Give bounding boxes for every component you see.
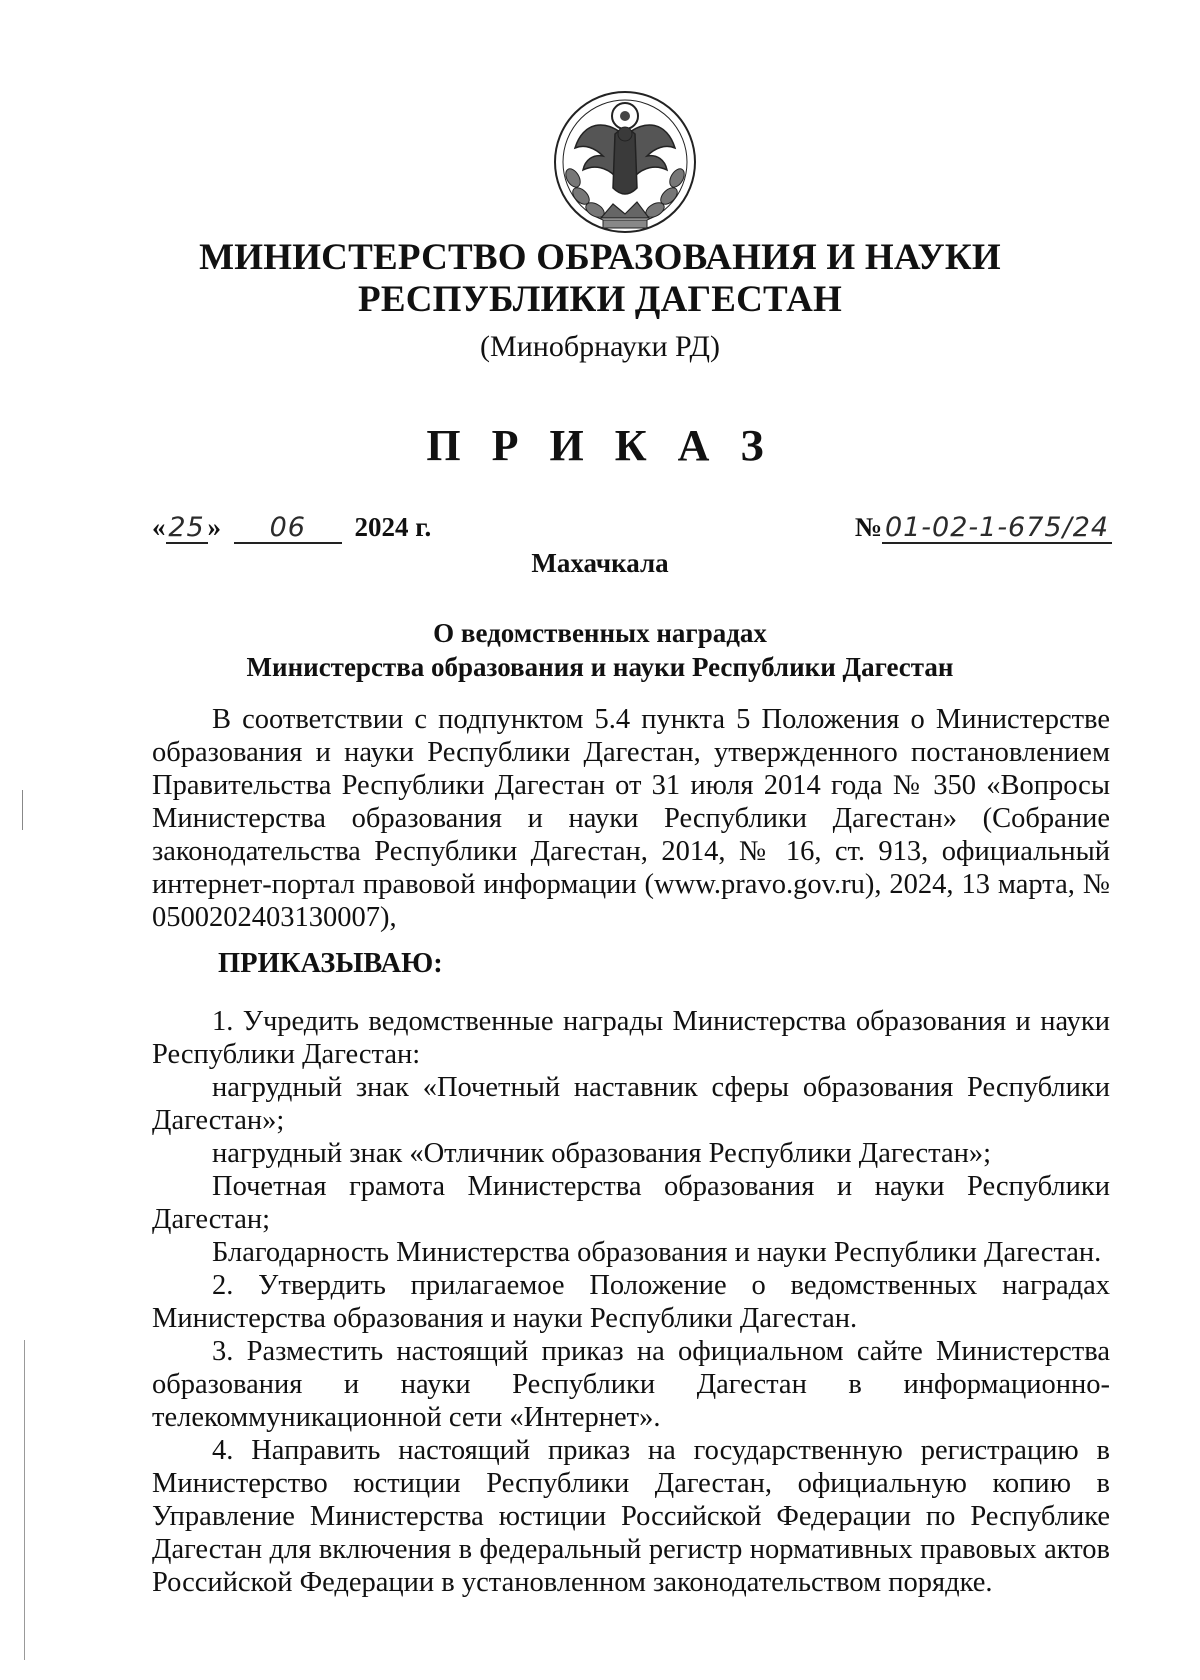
date-day: 25 [166,514,208,544]
order-items [152,1005,1110,1599]
order-number-prefix: № [854,512,882,542]
order-item: 1. Учредить ведомственные награды Министерства образования и науки Республики Дагестан: [152,1006,1110,1070]
order-item: 4. Направить настоящий приказ на государственную регистрацию в Министерство юстиции Республики Дагестан, официальную копию в Управление Министерства юстиции Российской Федерации по Республике Дагестан для включения в федеральный регистр нормативных правовых актов Российской Федерации в установленном законодательством порядке. [152,1435,1110,1598]
order-title: П Р И К А З [426,421,774,470]
date-close-quote: » [207,512,221,542]
date-month: 06 [234,514,342,544]
scan-artifact [22,790,23,830]
preamble [152,703,1110,934]
order-item: нагрудный знак «Отличник образования Республики Дагестан»; [212,1138,992,1169]
ministry-name-line1: МИНИСТЕРСТВО ОБРАЗОВАНИЯ И НАУКИ [199,237,1001,278]
preamble-text: В соответствии с подпунктом 5.4 пункта 5 Положения о Министерстве образования и науки Республики Дагестан, утвержденного постановлением Правительства Республики Дагестан от 31 июля 2014 года № 350 «Вопросы Министерства образования и науки Республики Дагестан» (Собрание законодательства Республики Дагестан, 2014, № 16, ст. 913, официальный интернет-портал правовой информации (www.pravo.gov.ru), 2024, 13 марта, № 0500202403130007), [152,704,1110,933]
subject-line1: О ведомственных наградах [433,618,767,648]
subject-line2: Министерства образования и науки Республики Дагестан [246,652,954,682]
ministry-name-line2: РЕСПУБЛИКИ ДАГЕСТАН [358,279,842,320]
orders-heading: ПРИКАЗЫВАЮ: [218,948,443,979]
order-number-value: 01-02-1-675/24 [882,514,1112,544]
ministry-short-name: (Минобрнауки РД) [480,330,720,363]
scan-artifact [24,1340,25,1660]
date-year: 2024 г. [354,512,432,542]
order-item: 3. Разместить настоящий приказ на официальном сайте Министерства образования и науки Республики Дагестан в информационно-телекоммуникационной сети «Интернет». [152,1336,1110,1433]
order-item: Благодарность Министерства образования и науки Республики Дагестан. [212,1237,1102,1268]
order-item: Почетная грамота Министерства образования и науки Республики Дагестан; [152,1171,1110,1235]
date-open-quote: « [152,512,166,542]
order-subject [100,616,1100,684]
order-item: нагрудный знак «Почетный наставник сферы образования Республики Дагестан»; [152,1072,1110,1136]
dagestan-coat-of-arms-icon [545,78,705,246]
order-item: 2. Утвердить прилагаемое Положение о ведомственных наградах Министерства образования и науки Республики Дагестан. [152,1270,1110,1334]
order-number [855,512,1112,544]
order-date [152,512,431,544]
city: Махачкала [531,548,669,578]
